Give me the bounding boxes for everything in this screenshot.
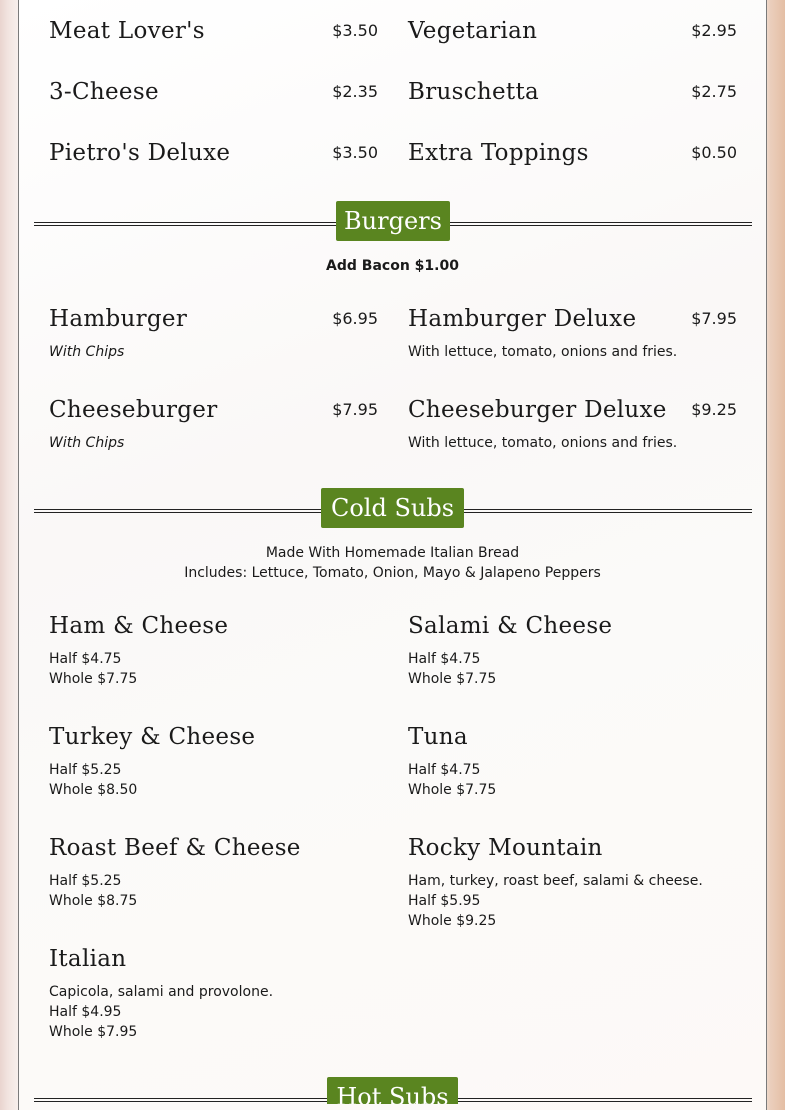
menu-item-price: $3.50 <box>332 143 378 162</box>
menu-item-detail: Half $4.75 <box>49 651 122 667</box>
menu-item-name: Bruschetta <box>408 79 540 105</box>
menu-item-name: Hamburger <box>49 306 188 332</box>
menu-item-name: Hamburger Deluxe <box>408 306 637 332</box>
cold-subs-note-line2: Includes: Lettuce, Tomato, Onion, Mayo & Jalapeno Peppers <box>184 565 601 581</box>
menu-item-price: $7.95 <box>691 309 737 328</box>
menu-item-name: Pietro's Deluxe <box>49 140 231 166</box>
menu-item-detail: Whole $7.75 <box>408 782 497 798</box>
menu-item-name: Roast Beef & Cheese <box>49 835 301 861</box>
menu-item-description: With lettuce, tomato, onions and fries. <box>408 435 678 451</box>
menu-item-detail: Half $4.75 <box>408 651 481 667</box>
menu-item-detail: Whole $7.75 <box>49 671 138 687</box>
menu-item-detail: Half $4.75 <box>408 762 481 778</box>
menu-item-name: 3-Cheese <box>49 79 159 105</box>
menu-item-detail: Whole $8.50 <box>49 782 138 798</box>
menu-item-detail: Half $5.95 <box>408 893 481 909</box>
menu-item-detail: Whole $7.75 <box>408 671 497 687</box>
menu-item-detail: Whole $7.95 <box>49 1024 138 1040</box>
menu-item-name: Turkey & Cheese <box>49 724 256 750</box>
menu-item-name: Ham & Cheese <box>49 613 229 639</box>
menu-item-name: Meat Lover's <box>49 18 205 44</box>
menu-item-price: $2.75 <box>691 82 737 101</box>
menu-item-price: $9.25 <box>691 400 737 419</box>
menu-item-description: With lettuce, tomato, onions and fries. <box>408 344 678 360</box>
menu-item-name: Salami & Cheese <box>408 613 613 639</box>
menu-item-price: $2.35 <box>332 82 378 101</box>
menu-item-name: Italian <box>49 946 127 972</box>
menu-item-name: Vegetarian <box>408 18 538 44</box>
section-title-cold-subs: Cold Subs <box>321 488 464 528</box>
menu-item-name: Extra Toppings <box>408 140 589 166</box>
menu-item-name: Cheeseburger Deluxe <box>408 397 667 423</box>
menu-item-detail: Half $5.25 <box>49 762 122 778</box>
menu-item-name: Tuna <box>408 724 468 750</box>
menu-item-detail: Ham, turkey, roast beef, salami & cheese. <box>408 873 703 889</box>
menu-item-description: With Chips <box>49 435 125 451</box>
menu-item-detail: Capicola, salami and provolone. <box>49 984 274 1000</box>
section-title-burgers: Burgers <box>336 201 450 241</box>
menu-item-price: $0.50 <box>691 143 737 162</box>
menu-item-detail: Half $4.95 <box>49 1004 122 1020</box>
section-title-hot-subs: Hot Subs <box>327 1077 458 1104</box>
menu-item-detail: Whole $8.75 <box>49 893 138 909</box>
menu-item-detail: Whole $9.25 <box>408 913 497 929</box>
burgers-note: Add Bacon $1.00 <box>326 258 459 274</box>
menu-item-price: $2.95 <box>691 21 737 40</box>
menu-item-name: Cheeseburger <box>49 397 218 423</box>
menu-item-detail: Half $5.25 <box>49 873 122 889</box>
menu-item-name: Rocky Mountain <box>408 835 603 861</box>
menu-item-price: $6.95 <box>332 309 378 328</box>
menu-item-description: With Chips <box>49 344 125 360</box>
menu-item-price: $3.50 <box>332 21 378 40</box>
cold-subs-note-line1: Made With Homemade Italian Bread <box>265 545 520 561</box>
menu-item-price: $7.95 <box>332 400 378 419</box>
